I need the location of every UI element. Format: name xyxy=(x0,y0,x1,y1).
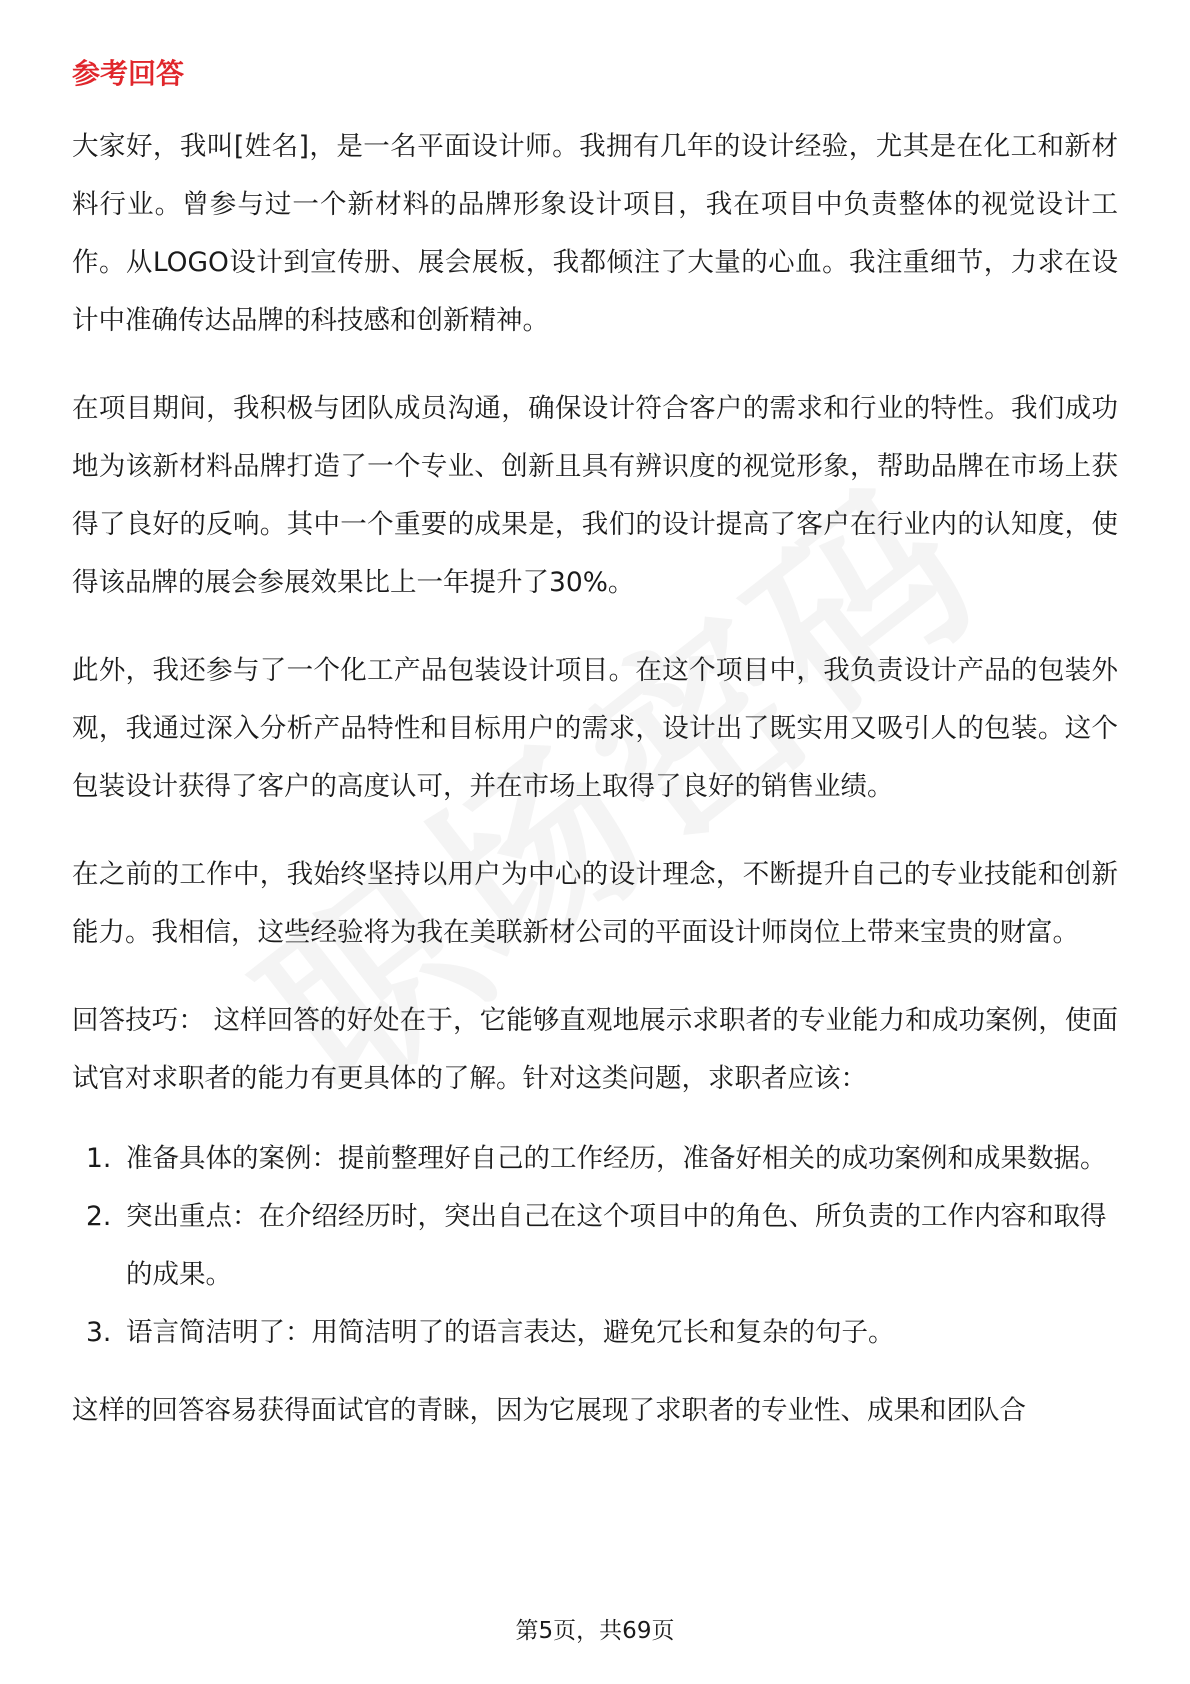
paragraph: 在之前的工作中，我始终坚持以用户为中心的设计理念，不断提升自己的专业技能和创新能力。我相信，这些经验将为我在美联新材公司的平面设计师岗位上带来宝贵的财富。 xyxy=(72,859,1118,948)
paragraph: 在项目期间，我积极与团队成员沟通，确保设计符合客户的需求和行业的特性。我们成功地为该新材料品牌打造了一个专业、创新且具有辨识度的视觉形象，帮助品牌在市场上获得了良好的反响。其中一个重要的成果是，我们的设计提高了客户在行业内的认知度，使得该品牌的展会参展效果比上一年提升了30%。 xyxy=(72,393,1118,598)
list-number: 1. xyxy=(86,1143,112,1174)
paragraph: 大家好，我叫[姓名]，是一名平面设计师。我拥有几年的设计经验，尤其是在化工和新材料行业。曾参与过一个新材料的品牌形象设计项目，我在项目中负责整体的视觉设计工作。从LOGO设计到宣传册、展会展板，我都倾注了大量的心血。我注重细节，力求在设计中准确传达品牌的科技感和创新精神。 xyxy=(72,131,1118,336)
list-item-text: 语言简洁明了：用简洁明了的语言表达，避免冗长和复杂的句子。 xyxy=(126,1317,895,1348)
tips-list xyxy=(72,1130,1118,1362)
list-item-text: 准备具体的案例：提前整理好自己的工作经历，准备好相关的成功案例和成果数据。 xyxy=(126,1143,1107,1174)
list-item-text: 突出重点：在介绍经历时，突出自己在这个项目中的角色、所负责的工作内容和取得的成果。 xyxy=(126,1201,1107,1290)
list-item xyxy=(72,1130,1118,1188)
list-number: 2. xyxy=(86,1201,112,1232)
document-body xyxy=(72,118,1118,1470)
list-number: 3. xyxy=(86,1317,112,1348)
page-number: 第5页，共69页 xyxy=(515,1618,675,1644)
paragraph: 此外，我还参与了一个化工产品包装设计项目。在这个项目中，我负责设计产品的包装外观，我通过深入分析产品特性和目标用户的需求，设计出了既实用又吸引人的包装。这个包装设计获得了客户的高度认可，并在市场上取得了良好的销售业绩。 xyxy=(72,655,1118,802)
list-item xyxy=(72,1188,1118,1304)
closing-paragraph: 这样的回答容易获得面试官的青睐，因为它展现了求职者的专业性、成果和团队合 xyxy=(72,1395,1026,1426)
answer-tips: 回答技巧： 这样回答的好处在于，它能够直观地展示求职者的专业能力和成功案例，使面试官对求职者的能力有更具体的了解。针对这类问题，求职者应该： xyxy=(72,1005,1118,1094)
list-item xyxy=(72,1304,1118,1362)
section-title: 参考回答 xyxy=(72,57,185,90)
